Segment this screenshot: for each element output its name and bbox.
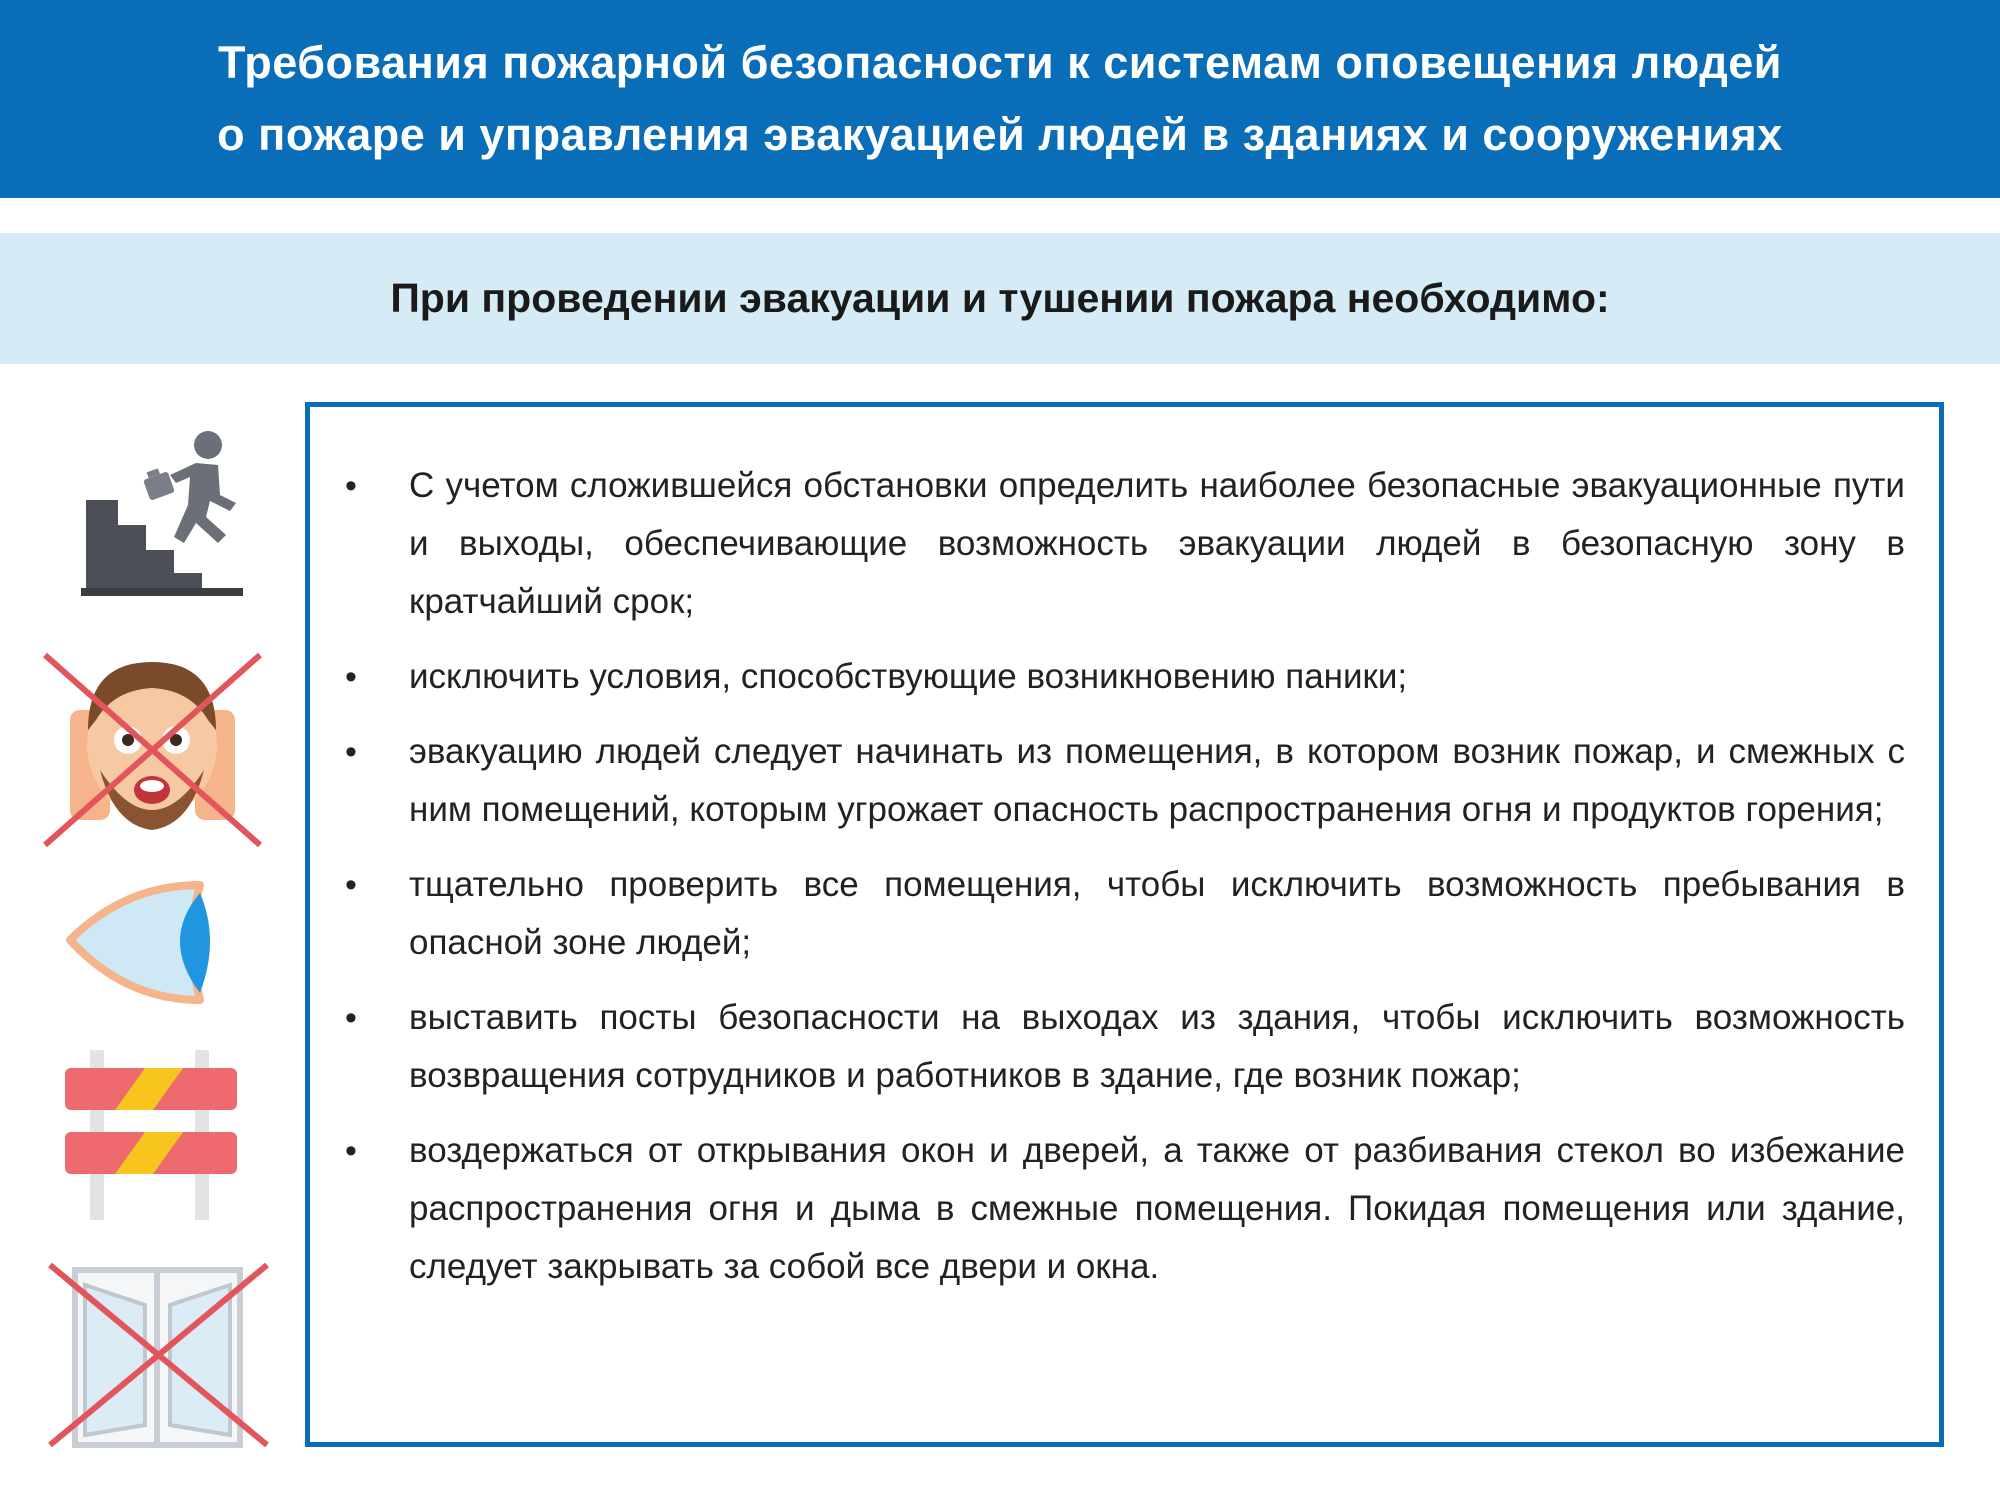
list-item <box>345 648 1905 706</box>
bullet: • <box>345 733 357 771</box>
icon-column <box>0 400 300 1500</box>
list-item <box>345 723 1905 839</box>
list-item-text: выставить посты безопасности на выходах из здания, чтобы исключить возможность возвращения сотрудников и работников в здание, где возник пожар; <box>409 998 1905 1095</box>
barrier-icon <box>65 1050 240 1220</box>
no-panic-icon <box>40 650 265 850</box>
eye-icon <box>65 875 215 1010</box>
list-item-text: воздержаться от открывания окон и дверей, а также от разбивания стекол во избежание распространения огня и дыма в смежные помещения. Покидая помещения или здание, следует закрывать за собой все двери и окна. <box>409 1131 1905 1286</box>
bullet: • <box>345 866 357 904</box>
list-item <box>345 1122 1905 1296</box>
list-item-text: С учетом сложившейся обстановки определить наиболее безопасные эвакуационные пути и выходы, обеспечивающие возможность эвакуации людей в безопасную зону в кратчайший срок; <box>409 466 1905 621</box>
stairs-exit-icon <box>78 425 248 600</box>
list-item-text: исключить условия, способствующие возникновению паники; <box>409 657 1408 696</box>
list-item <box>345 856 1905 972</box>
bullet: • <box>345 658 357 696</box>
list-item <box>345 989 1905 1105</box>
bullet: • <box>345 467 357 505</box>
bullet: • <box>345 999 357 1037</box>
header-title-line-2: о пожаре и управления эвакуацией людей в зданиях и сооружениях <box>217 109 1783 160</box>
subheader-banner <box>0 233 2000 364</box>
bullet: • <box>345 1132 357 1170</box>
header-banner <box>0 0 2000 198</box>
requirements-box <box>305 402 1944 1447</box>
header-title-line-1: Требования пожарной безопасности к системам оповещения людей <box>218 37 1782 88</box>
subheader-title: При проведении эвакуации и тушении пожара необходимо: <box>390 275 1610 321</box>
list-item-text: тщательно проверить все помещения, чтобы исключить возможность пребывания в опасной зоне людей; <box>409 865 1905 962</box>
no-open-window-icon <box>45 1260 275 1450</box>
list-item-text: эвакуацию людей следует начинать из помещения, в котором возник пожар, и смежных с ним помещений, которым угрожает опасность распространения огня и продуктов горения; <box>409 732 1905 829</box>
requirements-list <box>345 457 1905 1313</box>
list-item <box>345 457 1905 631</box>
